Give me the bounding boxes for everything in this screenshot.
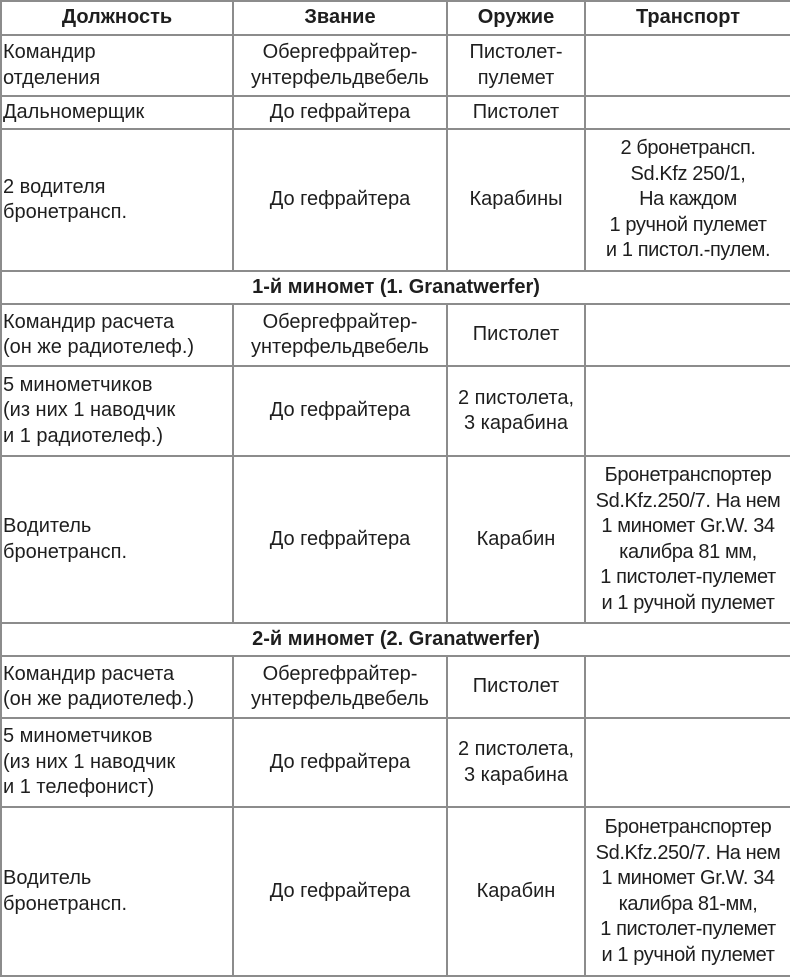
- cell-rank: До гефрайтера: [233, 456, 447, 623]
- header-position: Должность: [1, 1, 233, 35]
- section-title: 1-й миномет (1. Granatwerfer): [1, 271, 790, 304]
- table-row: [1, 456, 790, 623]
- cell-transport: [585, 656, 790, 718]
- header-rank: Звание: [233, 1, 447, 35]
- cell-position: Дальномерщик: [1, 96, 233, 129]
- cell-position: Командир расчета (он же радиотелеф.): [1, 656, 233, 718]
- cell-weapon: Пистолет- пулемет: [447, 35, 585, 96]
- cell-transport: Бронетранспортер Sd.Kfz.250/7. На нем 1 миномет Gr.W. 34 калибра 81 мм, 1 пистолет-пулемет и 1 ручной пулемет: [585, 456, 790, 623]
- header-weapon: Оружие: [447, 1, 585, 35]
- cell-weapon: Карабин: [447, 807, 585, 976]
- cell-rank: До гефрайтера: [233, 129, 447, 271]
- table-row: [1, 656, 790, 718]
- table-row: [1, 807, 790, 976]
- cell-rank: Обергефрайтер- унтерфельдвебель: [233, 35, 447, 96]
- cell-rank: Обергефрайтер- унтерфельдвебель: [233, 656, 447, 718]
- cell-transport: Бронетранспортер Sd.Kfz.250/7. На нем 1 миномет Gr.W. 34 калибра 81-мм, 1 пистолет-пулемет и 1 ручной пулемет: [585, 807, 790, 976]
- cell-rank: До гефрайтера: [233, 366, 447, 456]
- cell-transport: 2 бронетрансп. Sd.Kfz 250/1, На каждом 1 ручной пулемет и 1 пистол.-пулем.: [585, 129, 790, 271]
- section-header-mortar-1: [1, 271, 790, 304]
- cell-transport: [585, 718, 790, 807]
- cell-rank: До гефрайтера: [233, 807, 447, 976]
- table-row: [1, 366, 790, 456]
- cell-weapon: Карабины: [447, 129, 585, 271]
- table-row: [1, 35, 790, 96]
- table-row: [1, 304, 790, 366]
- section-title: 2-й миномет (2. Granatwerfer): [1, 623, 790, 656]
- cell-weapon: 2 пистолета, 3 карабина: [447, 366, 585, 456]
- cell-position: 5 минометчиков (из них 1 наводчик и 1 телефонист): [1, 718, 233, 807]
- cell-transport: [585, 366, 790, 456]
- cell-weapon: Пистолет: [447, 656, 585, 718]
- cell-position: Командир расчета (он же радиотелеф.): [1, 304, 233, 366]
- cell-transport: [585, 35, 790, 96]
- cell-weapon: Пистолет: [447, 96, 585, 129]
- cell-position: Водитель бронетрансп.: [1, 456, 233, 623]
- cell-weapon: Пистолет: [447, 304, 585, 366]
- cell-rank: До гефрайтера: [233, 718, 447, 807]
- header-transport: Транспорт: [585, 1, 790, 35]
- table-row: [1, 96, 790, 129]
- table-row: [1, 129, 790, 271]
- cell-position: Водитель бронетрансп.: [1, 807, 233, 976]
- cell-weapon: Карабин: [447, 456, 585, 623]
- cell-weapon: 2 пистолета, 3 карабина: [447, 718, 585, 807]
- header-row: [1, 1, 790, 35]
- cell-transport: [585, 304, 790, 366]
- cell-rank: Обергефрайтер- унтерфельдвебель: [233, 304, 447, 366]
- cell-rank: До гефрайтера: [233, 96, 447, 129]
- section-header-mortar-2: [1, 623, 790, 656]
- table-row: [1, 718, 790, 807]
- cell-transport: [585, 96, 790, 129]
- cell-position: Командир отделения: [1, 35, 233, 96]
- cell-position: 5 минометчиков (из них 1 наводчик и 1 радиотелеф.): [1, 366, 233, 456]
- cell-position: 2 водителя бронетрансп.: [1, 129, 233, 271]
